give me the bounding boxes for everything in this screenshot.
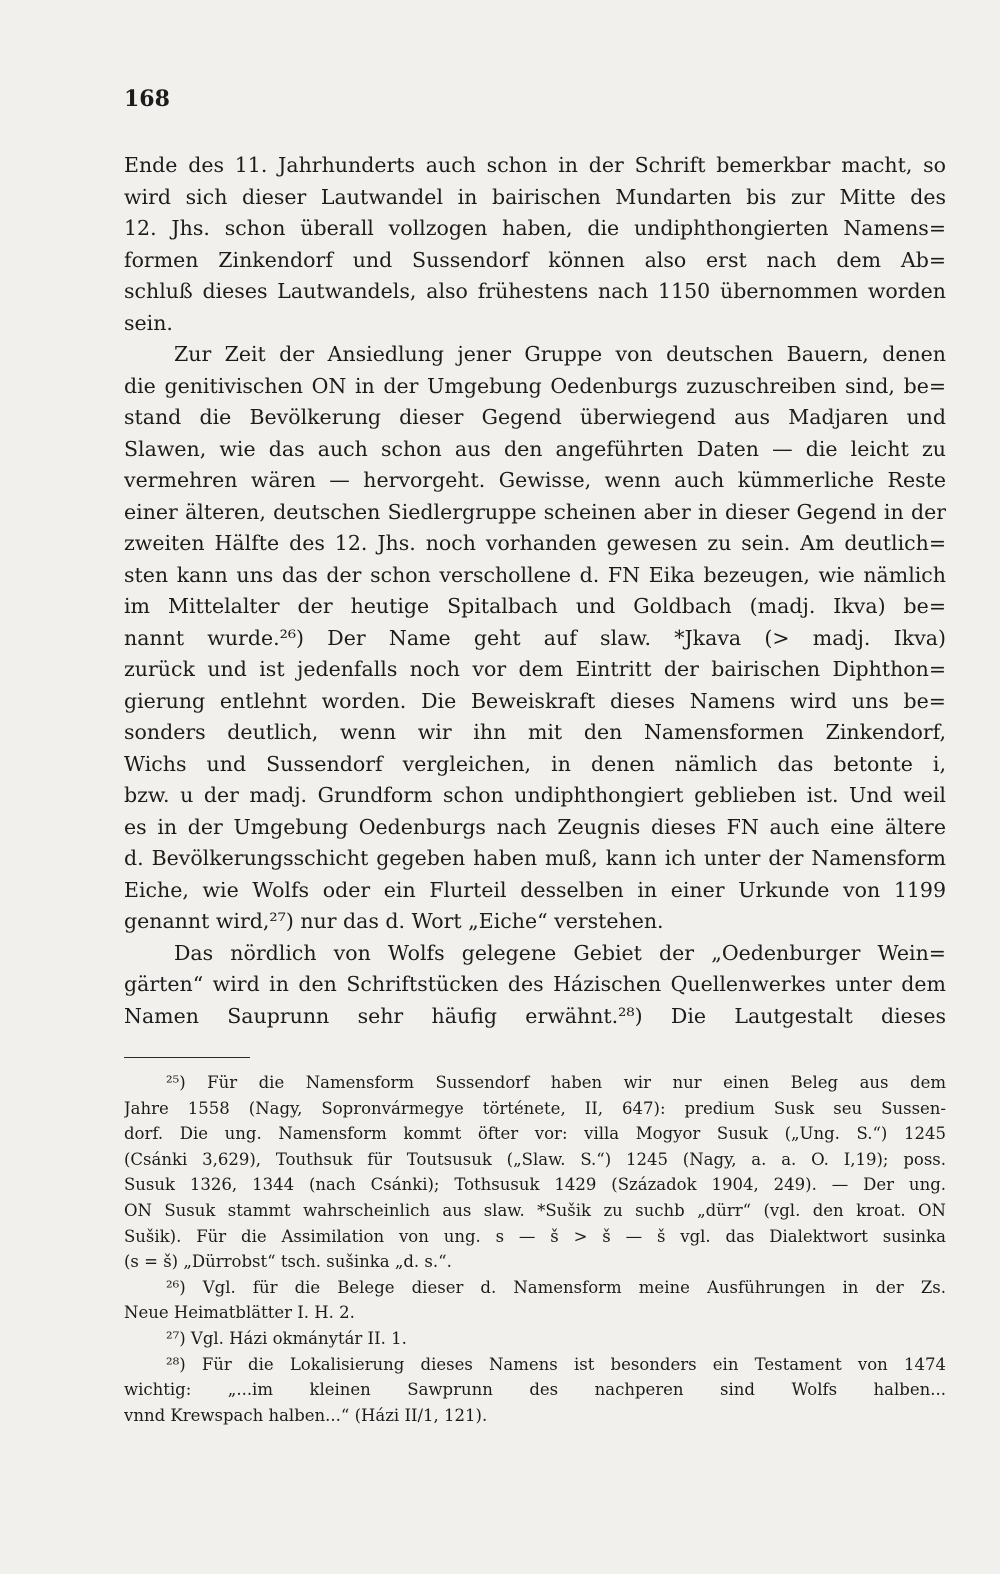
footnote-line: (s = š) „Dürrobst“ tsch. sušinka „d. s.“. (124, 1252, 452, 1272)
text-line: vermehren wären — hervorgeht. Gewisse, wenn auch kümmerliche Reste (124, 468, 946, 492)
text-line: Eiche, wie Wolfs oder ein Flurteil desselben in einer Urkunde von 1199 (124, 877, 946, 902)
text-line: schluß dieses Lautwandels, also frühestens nach 1150 übernommen worden (124, 279, 946, 303)
text-line: Ende des 11. Jahrhunderts auch schon in der Schrift bemerkbar macht, so (124, 153, 946, 177)
footnote-line: Susuk 1326, 1344 (nach Csánki); Tothsusuk 1429 (Századok 1904, 249). — Der ung. (124, 1175, 946, 1195)
footnote-line: vnnd Krewspach halben...“ (Házi II/1, 121). (124, 1405, 488, 1425)
footnote-line: ²⁶) Vgl. für die Belege dieser d. Namensform meine Ausführungen in der Zs. (166, 1277, 946, 1297)
text-line: Namen Sauprunn sehr häufig erwähnt.²⁸) Die Lautgestalt dieses (124, 1003, 946, 1028)
footnote-line: ON Susuk stammt wahrscheinlich aus slaw. *Sušik zu suchb „dürr“ (vgl. den kroat. ON (124, 1200, 946, 1220)
footnote-separator (124, 1057, 250, 1058)
text-line: zweiten Hälfte des 12. Jhs. noch vorhanden gewesen zu sein. Am deutlich= (124, 531, 946, 555)
text-line: es in der Umgebung Oedenburgs nach Zeugnis dieses FN auch eine ältere (124, 814, 946, 839)
text-line: zurück und ist jedenfalls noch vor dem Eintritt der bairischen Diphthon= (124, 657, 946, 681)
text-line: 12. Jhs. schon überall vollzogen haben, die undiphthongierten Namens= (124, 216, 946, 240)
main-text (124, 150, 946, 1032)
text-line: sein. (124, 310, 173, 335)
text-line: bzw. u der madj. Grundform schon undiphthongiert geblieben ist. Und weil (124, 783, 946, 807)
text-line: formen Zinkendorf und Sussendorf können also erst nach dem Ab= (124, 247, 946, 272)
footnote-line: Sušik). Für die Assimilation von ung. s — š > š — š vgl. das Dialektwort susinka (124, 1226, 946, 1246)
text-line: gierung entlehnt worden. Die Beweiskraft dieses Namens wird uns be= (124, 688, 946, 713)
footnote-line: Neue Heimatblätter I. H. 2. (124, 1303, 355, 1323)
page-number: 168 (124, 86, 170, 112)
footnote-line: ²⁵) Für die Namensform Sussendorf haben wir nur einen Beleg aus dem (166, 1073, 946, 1092)
text-line: genannt wird,²⁷) nur das d. Wort „Eiche“ verstehen. (124, 909, 664, 933)
text-line: einer älteren, deutschen Siedlergruppe scheinen aber in dieser Gegend in der (124, 499, 946, 524)
text-line: wird sich dieser Lautwandel in bairischen Mundarten bis zur Mitte des (124, 184, 946, 209)
text-line: Das nördlich von Wolfs gelegene Gebiet der „Oedenburger Wein= (174, 940, 946, 965)
footnotes (124, 1070, 946, 1428)
text-line: nannt wurde.²⁶) Der Name geht auf slaw. *Jkava (> madj. Ikva) (124, 625, 946, 650)
footnote-line: dorf. Die ung. Namensform kommt öfter vor: villa Mogyor Susuk („Ung. S.“) 1245 (124, 1124, 946, 1144)
footnote-line: wichtig: „...im kleinen Sawprunn des nachperen sind Wolfs halben... (124, 1380, 946, 1400)
text-line: Zur Zeit der Ansiedlung jener Gruppe von deutschen Bauern, denen (174, 342, 946, 366)
text-line: stand die Bevölkerung dieser Gegend überwiegend aus Madjaren und (124, 405, 946, 429)
footnote-line: ²⁷) Vgl. Házi okmánytár II. 1. (166, 1328, 407, 1348)
text-line: im Mittelalter der heutige Spitalbach und Goldbach (madj. Ikva) be= (124, 594, 946, 618)
text-line: sonders deutlich, wenn wir ihn mit den Namensformen Zinkendorf, (124, 720, 946, 744)
footnote-line: (Csánki 3,629), Touthsuk für Toutsusuk („Slaw. S.“) 1245 (Nagy, a. a. O. I,19); poss. (124, 1149, 946, 1169)
text-line: gärten“ wird in den Schriftstücken des Házischen Quellenwerkes unter dem (124, 972, 946, 996)
footnote-line: Jahre 1558 (Nagy, Sopronvármegye története, II, 647): predium Susk seu Sussen- (124, 1098, 946, 1118)
text-line: Slawen, wie das auch schon aus den angeführten Daten — die leicht zu (124, 436, 946, 461)
footnote-line: ²⁸) Für die Lokalisierung dieses Namens ist besonders ein Testament von 1474 (166, 1354, 946, 1374)
text-line: die genitivischen ON in der Umgebung Oedenburgs zuzuschreiben sind, be= (124, 373, 946, 398)
text-line: sten kann uns das der schon verschollene d. FN Eika bezeugen, wie nämlich (124, 562, 946, 587)
text-line: Wichs und Sussendorf vergleichen, in denen nämlich das betonte i, (124, 751, 946, 776)
text-line: d. Bevölkerungsschicht gegeben haben muß, kann ich unter der Namensform (124, 846, 946, 870)
